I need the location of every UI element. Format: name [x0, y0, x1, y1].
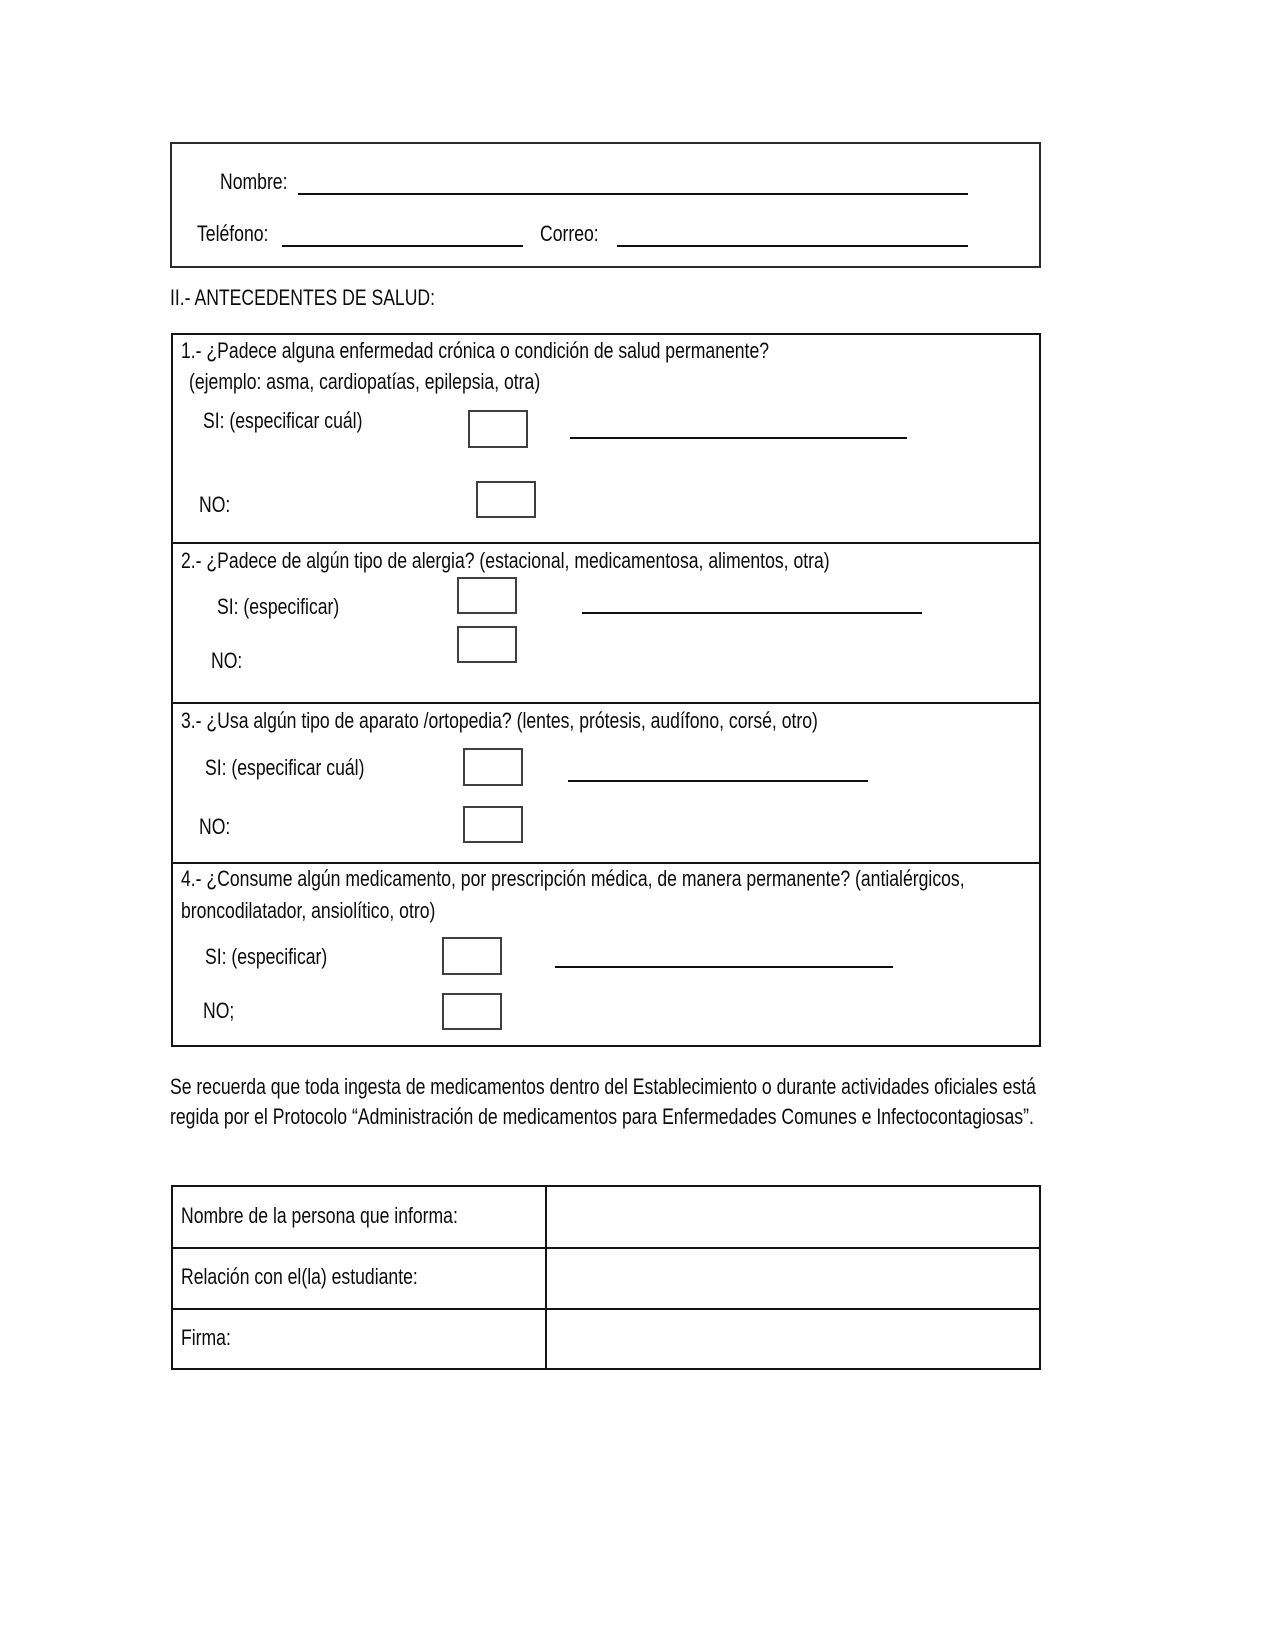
health-questions-table	[171, 333, 1041, 1047]
telefono-input-line[interactable]	[282, 245, 523, 247]
informant-name-label: Nombre de la persona que informa:	[181, 1203, 458, 1228]
question-1-no-label: NO:	[199, 492, 231, 517]
question-2-text: 2.- ¿Padece de algún tipo de alergia? (estacional, medicamentosa, alimentos, otra)	[181, 548, 830, 573]
telefono-label: Teléfono:	[197, 221, 269, 246]
question-1-examples: (ejemplo: asma, cardiopatías, epilepsia, otra)	[189, 369, 541, 394]
nombre-label: Nombre:	[220, 169, 288, 194]
question-1-text: 1.- ¿Padece alguna enfermedad crónica o condición de salud permanente?	[181, 338, 770, 363]
nombre-input-line[interactable]	[298, 193, 968, 195]
q1-si-specify-line[interactable]	[570, 437, 907, 439]
question-4-no-label: NO;	[203, 998, 235, 1023]
question-2-no-label: NO:	[211, 648, 243, 673]
q1-si-checkbox[interactable]	[468, 410, 528, 448]
firma-label: Firma:	[181, 1325, 231, 1350]
question-2-si-label: SI: (especificar)	[217, 594, 340, 619]
q4-no-checkbox[interactable]	[442, 993, 502, 1030]
q2-si-checkbox[interactable]	[457, 577, 517, 614]
question-1-si-label: SI: (especificar cuál)	[203, 408, 363, 433]
row-divider	[173, 862, 1039, 864]
student-relation-value-cell[interactable]	[545, 1248, 1039, 1305]
q2-no-checkbox[interactable]	[457, 626, 517, 663]
contact-box	[170, 142, 1041, 268]
q2-si-specify-line[interactable]	[582, 612, 922, 614]
section-heading: II.- ANTECEDENTES DE SALUD:	[170, 285, 436, 310]
question-4-si-label: SI: (especificar)	[205, 944, 328, 969]
question-3-no-label: NO:	[199, 814, 231, 839]
row-divider	[173, 702, 1039, 704]
q4-si-checkbox[interactable]	[442, 937, 502, 975]
correo-input-line[interactable]	[617, 245, 968, 247]
correo-label: Correo:	[540, 221, 599, 246]
question-4-text: 4.- ¿Consume algún medicamento, por prescripción médica, de manera permanente? (antialérgicos,	[181, 866, 965, 891]
question-4-text-line2: broncodilatador, ansiolítico, otro)	[181, 898, 436, 923]
q3-si-specify-line[interactable]	[568, 780, 868, 782]
firma-value-cell[interactable]	[545, 1309, 1039, 1368]
q1-no-checkbox[interactable]	[476, 481, 536, 518]
row-divider	[173, 542, 1039, 544]
question-3-si-label: SI: (especificar cuál)	[205, 755, 365, 780]
medication-note-line1: Se recuerda que toda ingesta de medicamentos dentro del Establecimiento o durante actividades oficiales está	[170, 1074, 1036, 1099]
student-relation-label: Relación con el(la) estudiante:	[181, 1264, 418, 1289]
informant-name-value-cell[interactable]	[545, 1187, 1039, 1245]
q3-si-checkbox[interactable]	[463, 748, 523, 786]
q4-si-specify-line[interactable]	[555, 966, 893, 968]
q3-no-checkbox[interactable]	[463, 806, 523, 843]
question-3-text: 3.- ¿Usa algún tipo de aparato /ortopedia? (lentes, prótesis, audífono, corsé, otro)	[181, 708, 818, 733]
medication-note-line2: regida por el Protocolo “Administración de medicamentos para Enfermedades Comunes e Infectocontagiosas”.	[170, 1104, 1034, 1129]
